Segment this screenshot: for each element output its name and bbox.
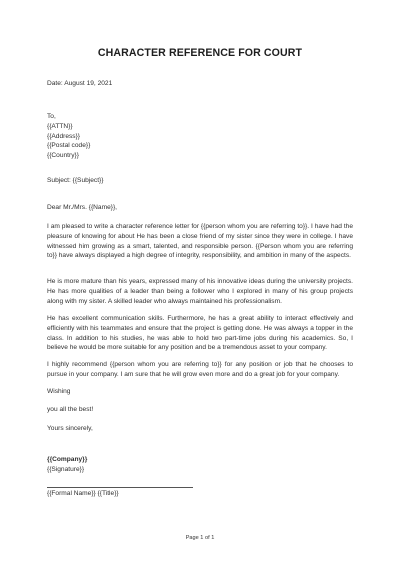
- date-line: Date: August 19, 2021: [47, 80, 113, 87]
- body-paragraph: He has excellent communication skills. Furthermore, he has a great ability to interact effectively and efficiently with his teammates and ensure that the project is getting done. He was always a topper in the class. In addition to his studies, he was able to hold two part-time jobs during his academics. So, I believe he would be more suitable for any position and be a tremendous asset to your company.: [47, 315, 353, 352]
- document-title: CHARACTER REFERENCE FOR COURT: [97, 47, 303, 59]
- salutation: Dear Mr./Mrs. {{Name}},: [47, 204, 117, 211]
- signature-placeholder: {{Signature}}: [47, 466, 85, 473]
- address-line: {{Address}}: [47, 132, 80, 140]
- body-paragraph: He is more mature than his years, expressed many of his innovative ideas during the university projects. He has more qualities of a leader than being a follower who I explored in many of his group projects along with my sister. A skilled leader who always maintained his professionalism.: [47, 278, 353, 305]
- address-line: {{Country}}: [47, 152, 79, 160]
- company-placeholder: {{Company}}: [47, 456, 88, 463]
- best-wishes-line: you all the best!: [47, 406, 94, 413]
- address-line: To,: [47, 113, 56, 120]
- signature-line: [47, 487, 193, 488]
- formal-name-title: {{Formal Name}} {{Title}}: [47, 490, 119, 497]
- wishing-line: Wishing: [47, 388, 71, 395]
- body-paragraph: I am pleased to write a character reference letter for {{person whom you are referring to}}. I have had the pleasure of knowing for about He has been a close friend of my sister since they were in college. I have witnessed him growing as a smart, talented, and responsible person. {{Person whom you are referring to}} have always displayed a high degree of integrity, responsibility, and ambition in many of the aspects.: [47, 223, 353, 260]
- recipient-address: [47, 112, 353, 161]
- page-footer: Page 1 of 1: [185, 535, 215, 541]
- address-line: {{Postal code}}: [47, 142, 91, 150]
- address-line: {{ATTN}}: [47, 122, 73, 130]
- subject-line: Subject: {{Subject}}: [47, 177, 104, 184]
- body-paragraph: I highly recommend {{person whom you are referring to}} for any position or job that he chooses to pursue in your company. I am sure that he will grow even more and do a great job for your company.: [47, 361, 353, 378]
- closing-line: Yours sincerely,: [47, 425, 93, 432]
